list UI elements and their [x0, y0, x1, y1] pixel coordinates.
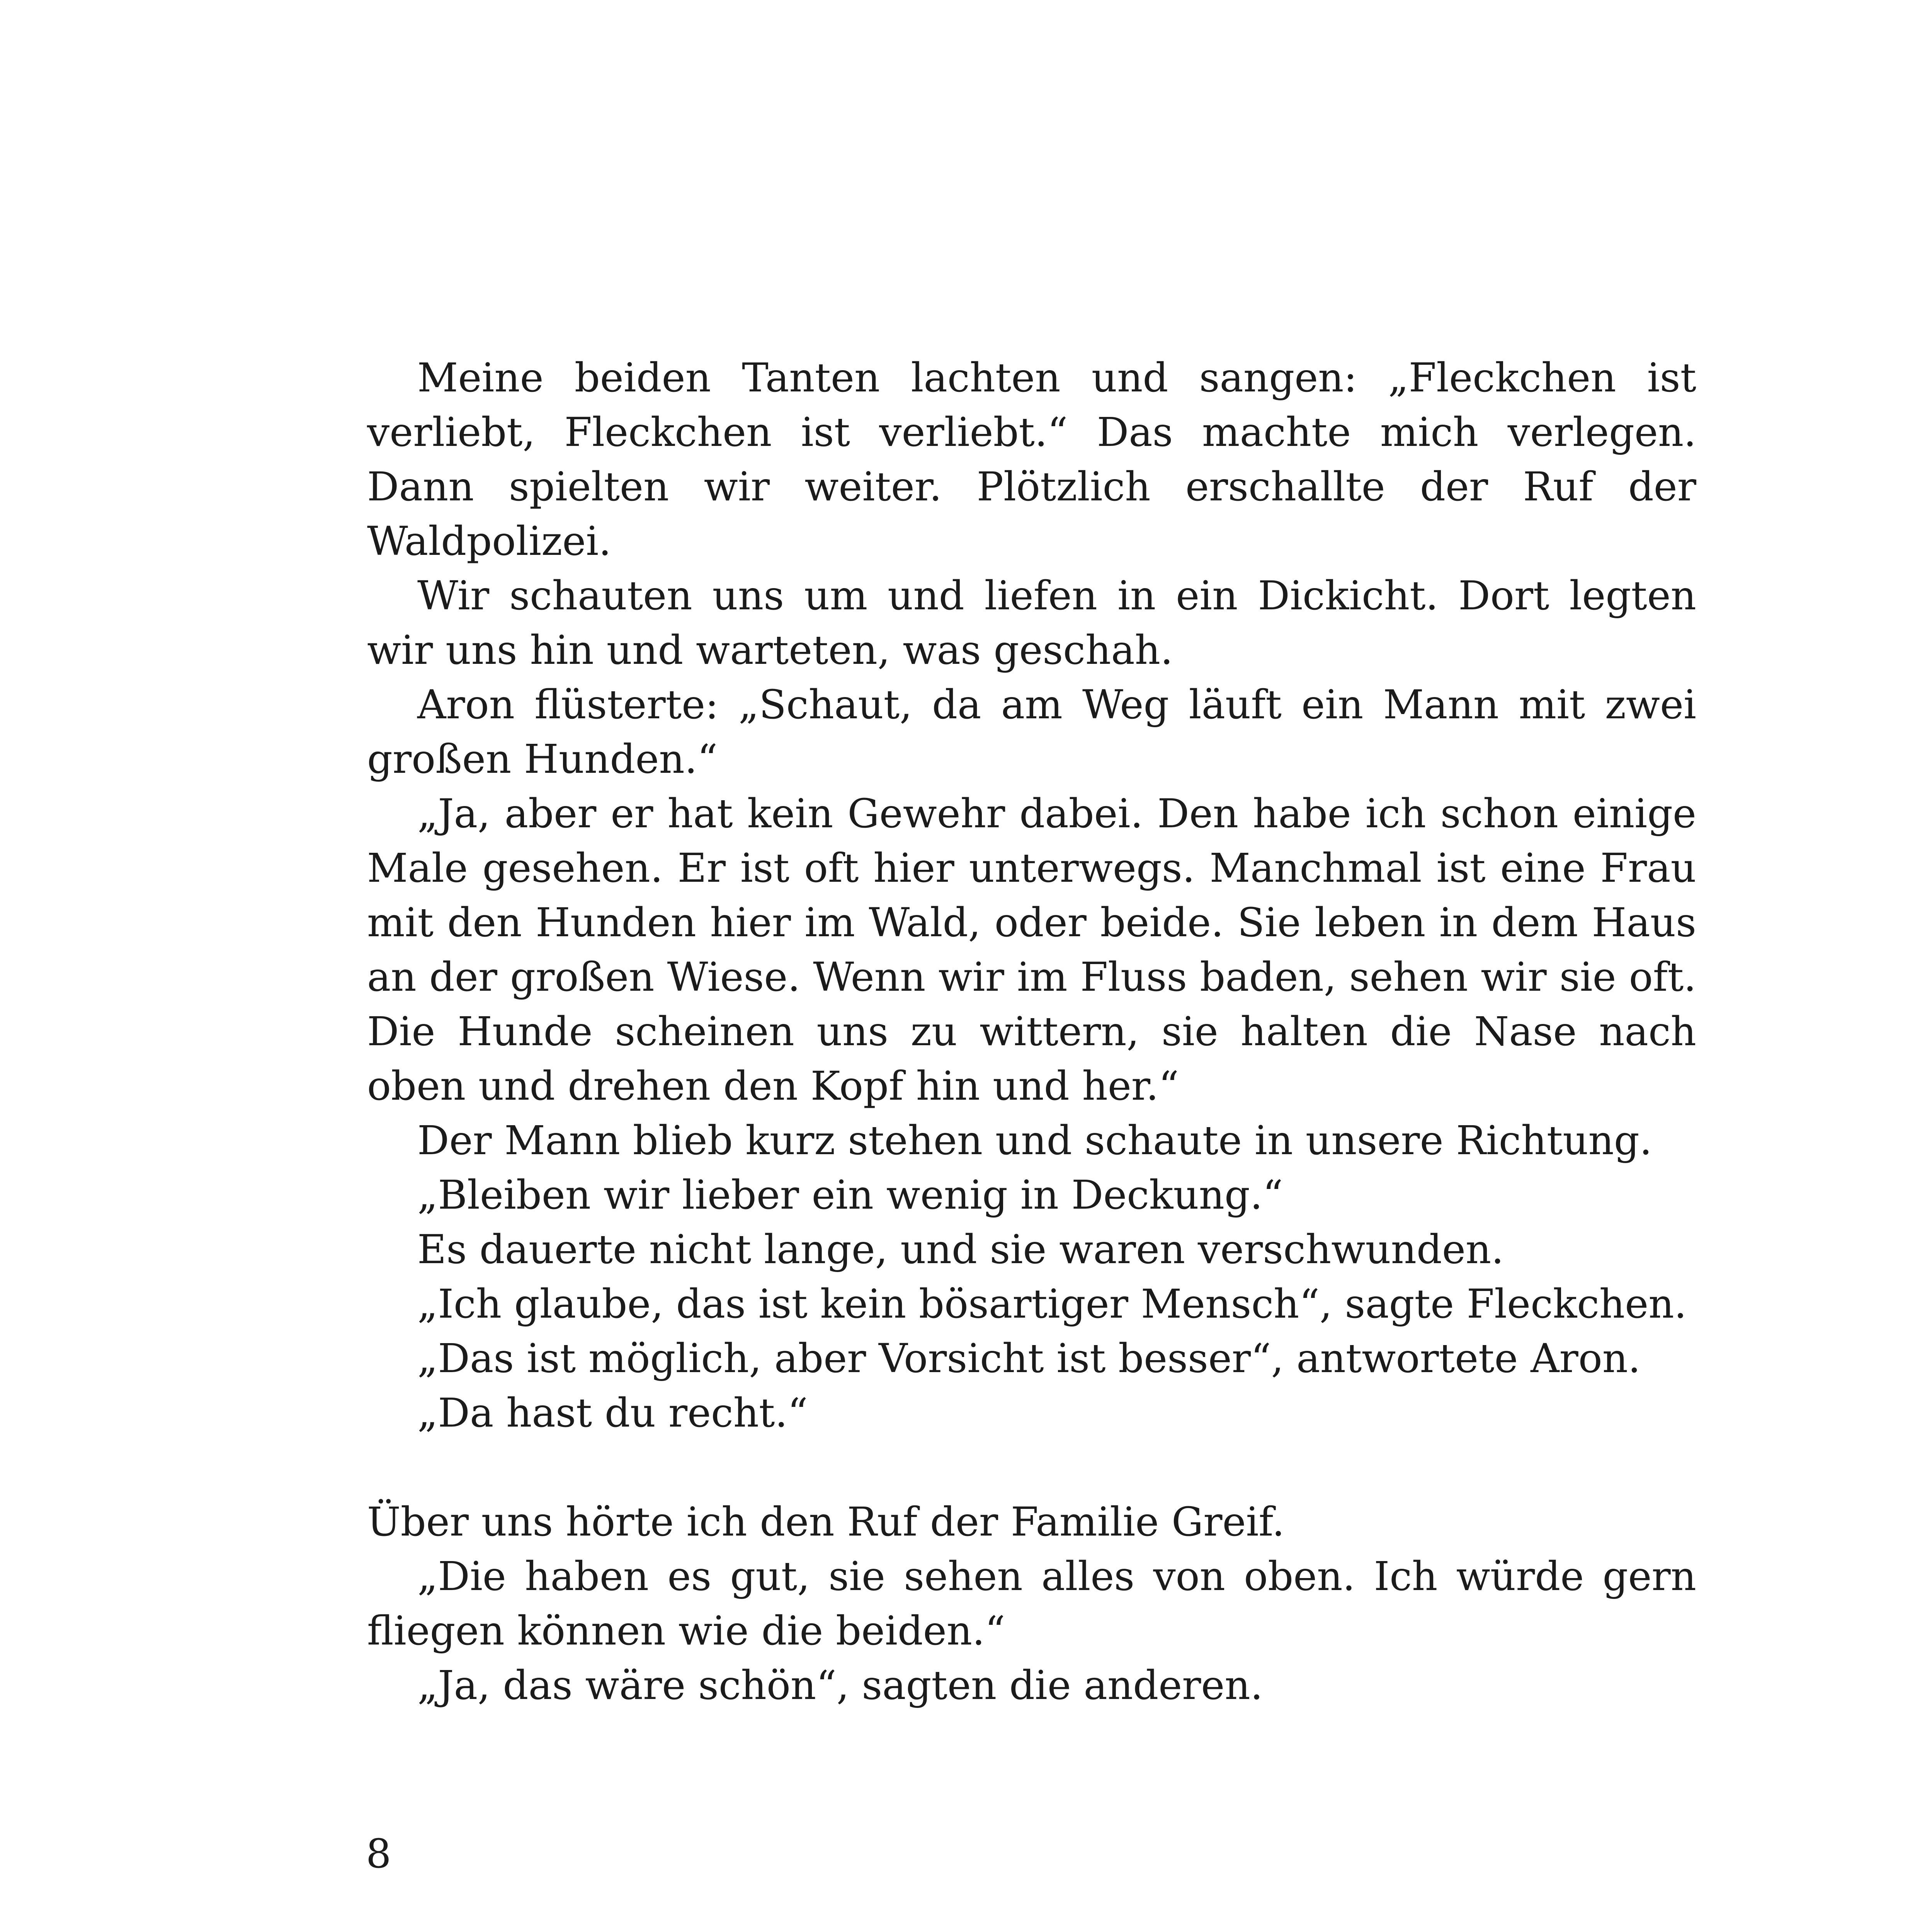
body-text: [367, 351, 1696, 1713]
paragraph: Wir schauten uns um und liefen in ein Dickicht. Dort legten wir uns hin und warteten, was geschah.: [367, 573, 1696, 673]
paragraph: „Das ist möglich, aber Vorsicht ist besser“, antwortete Aron.: [417, 1335, 1641, 1382]
paragraph: „Ja, das wäre schön“, sagten die anderen.: [417, 1662, 1263, 1709]
paragraph: „Ja, aber er hat kein Gewehr dabei. Den habe ich schon einige Male gesehen. Er ist oft hier unterwegs. Manchmal ist eine Frau mit den Hunden hier im Wald, oder beide. Sie leben in dem Haus an der großen Wiese. Wenn wir im Fluss baden, sehen wir sie oft. Die Hunde scheinen uns zu wittern, sie halten die Nase nach oben und drehen den Kopf hin und her.“: [367, 791, 1696, 1109]
paragraph: „Da hast du recht.“: [417, 1390, 808, 1436]
paragraph: Meine beiden Tanten lachten und sangen: „Fleckchen ist verliebt, Fleckchen ist verliebt.“ Das machte mich verlegen. Dann spielten wir weiter. Plötzlich erschallte der Ruf der Waldpolizei.: [367, 355, 1696, 565]
paragraph: Aron flüsterte: „Schaut, da am Weg läuft ein Mann mit zwei großen Hunden.“: [367, 682, 1696, 782]
paragraph: „Ich glaube, das ist kein bösartiger Mensch“, sagte Fleckchen.: [417, 1281, 1687, 1327]
paragraph: Der Mann blieb kurz stehen und schaute in unsere Richtung.: [417, 1117, 1652, 1164]
section-break: [367, 1440, 1696, 1495]
paragraph: „Bleiben wir lieber ein wenig in Deckung.“: [417, 1172, 1283, 1218]
page-number: 8: [366, 1831, 391, 1877]
paragraph: „Die haben es gut, sie sehen alles von oben. Ich würde gern fliegen können wie die beiden.“: [367, 1553, 1696, 1654]
paragraph: Es dauerte nicht lange, und sie waren verschwunden.: [417, 1226, 1504, 1273]
paragraph: Über uns hörte ich den Ruf der Familie Greif.: [367, 1499, 1285, 1545]
